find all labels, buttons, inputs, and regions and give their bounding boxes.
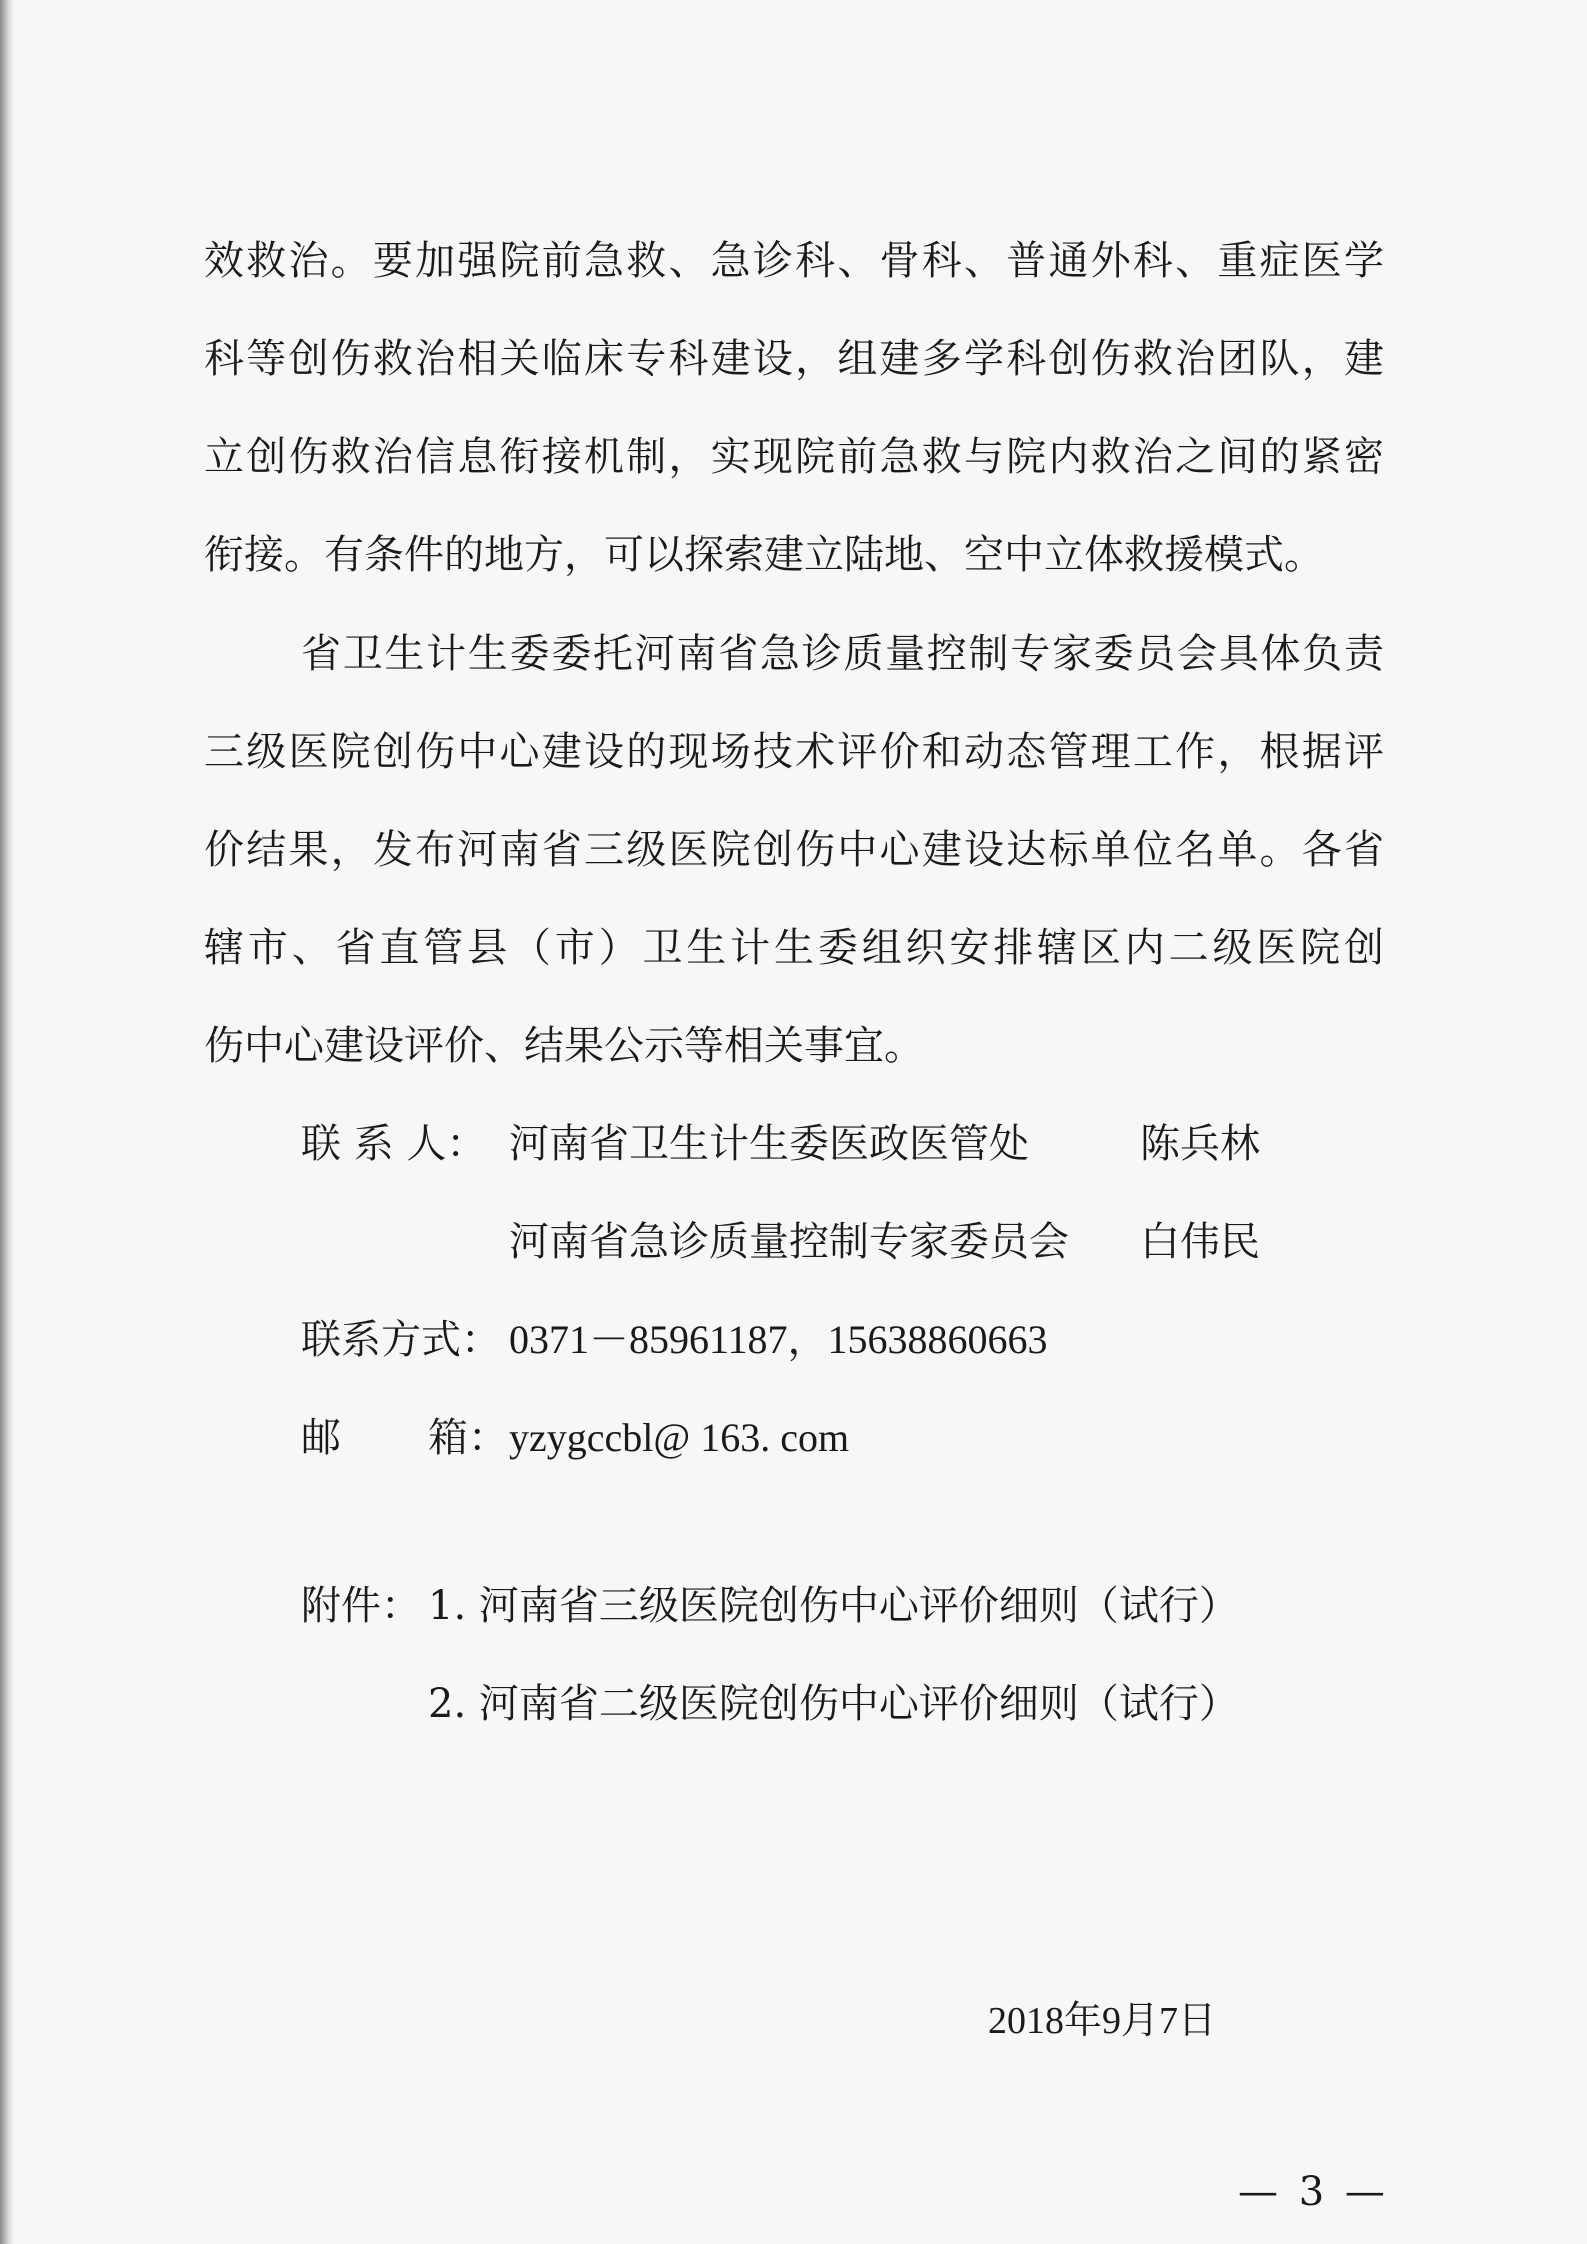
body-line-4: 衔接。有条件的地方，可以探索建立陆地、空中立体救援模式。 [204,532,1324,578]
contact-phone: 0371－85961187，15638860663 [509,1317,1048,1362]
attachment-item-2: 2. 河南省二级医院创伤中心评价细则（试行） [428,1681,1239,1727]
page-number: — 3 — [1238,2169,1389,2215]
contact-org-1: 河南省卫生计生委医政医管处 [509,1121,1029,1167]
para2-line-2: 三级医院创伤中心建设的现场技术评价和动态管理工作，根据评 [204,729,1384,775]
body-line-3: 立创伤救治信息衔接机制，实现院前急救与院内救治之间的紧密 [204,434,1384,480]
contact-person-label: 联 系 人： [301,1121,487,1167]
scan-edge [0,0,14,2244]
body-line-2: 科等创伤救治相关临床专科建设，组建多学科创伤救治团队，建 [204,336,1384,382]
body-line-1: 效救治。要加强院前急救、急诊科、骨科、普通外科、重症医学 [204,238,1384,284]
para2-line-3: 价结果，发布河南省三级医院创伤中心建设达标单位名单。各省 [204,827,1384,873]
contact-name-1: 陈兵林 [1140,1121,1260,1167]
attachment-item-1: 1. 河南省三级医院创伤中心评价细则（试行） [428,1583,1239,1629]
document-date: 2018年9月7日 [988,2000,1217,2042]
contact-email-label-2: 箱： [428,1415,508,1461]
contact-phone-label: 联系方式： [301,1317,501,1363]
para2-line-5: 伤中心建设评价、结果公示等相关事宜。 [204,1023,924,1069]
contact-name-2: 白伟民 [1140,1219,1260,1265]
para2-line-4: 辖市、省直管县（市）卫生计生委组织安排辖区内二级医院创 [204,925,1384,971]
contact-org-2: 河南省急诊质量控制专家委员会 [509,1219,1069,1265]
attachments-label: 附件： [301,1583,421,1629]
contact-email: yzygccbl@ 163. com [509,1415,850,1460]
para2-line-1: 省卫生计生委委托河南省急诊质量控制专家委员会具体负责 [301,631,1384,677]
contact-email-label-1: 邮 [301,1415,341,1461]
